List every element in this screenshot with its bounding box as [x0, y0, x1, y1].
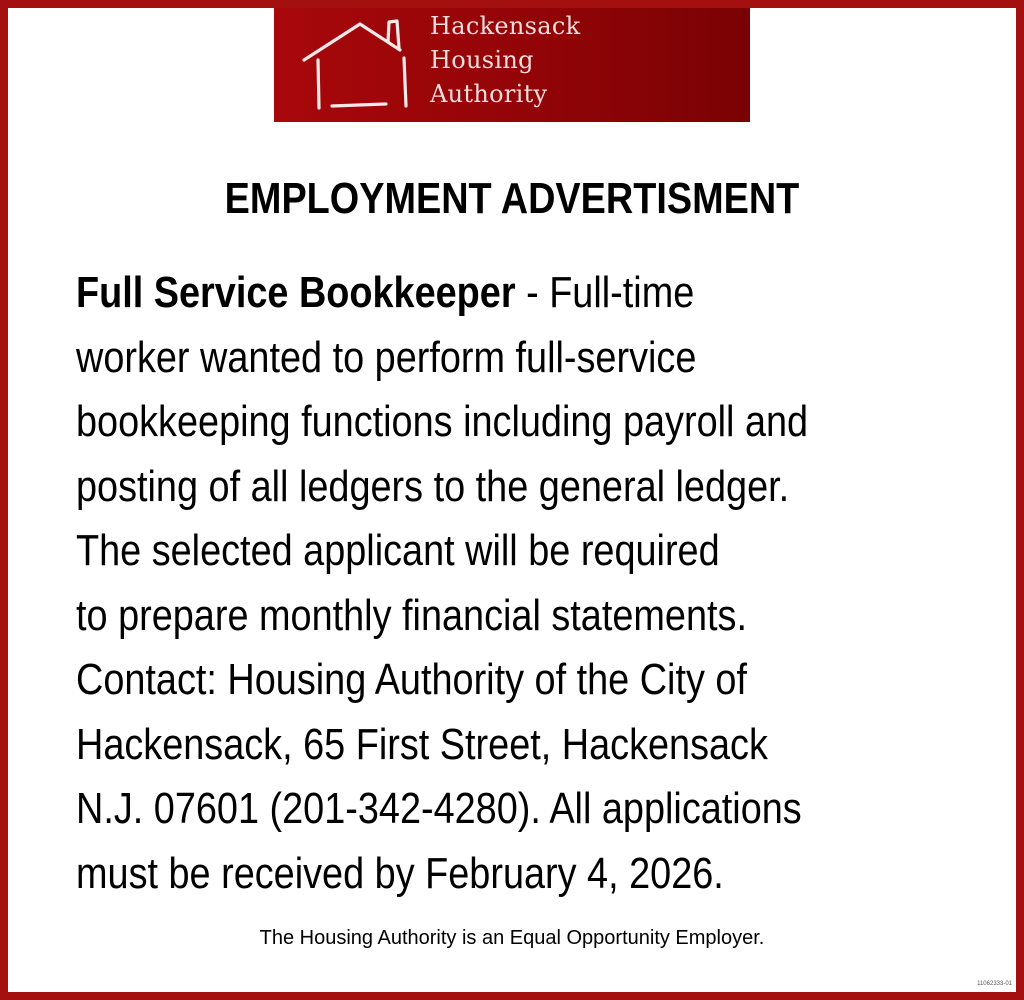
description-line: posting of all ledgers to the general ledger. — [76, 461, 790, 511]
deadline-line: must be received by February 4, 2026. — [76, 848, 724, 898]
contact-line: N.J. 07601 (201-342-4280). All applications — [76, 784, 802, 833]
logo-line: Hackensack — [430, 12, 581, 40]
description-line: worker wanted to perform full-service — [76, 332, 697, 382]
job-title-line — [76, 261, 833, 326]
job-description — [76, 261, 833, 906]
logo-wordmark — [430, 9, 581, 111]
headline: EMPLOYMENT ADVERTISMENT — [224, 174, 800, 223]
job-title-suffix: - Full-time — [515, 268, 695, 317]
house-outline-icon — [296, 14, 420, 118]
description-line: The selected applicant will be required — [76, 526, 720, 575]
logo-banner — [274, 8, 750, 122]
contact-line: Contact: Housing Authority of the City of — [76, 655, 747, 704]
logo-line: Authority — [430, 80, 548, 108]
ad-number: 11062333-01 — [977, 981, 1012, 987]
equal-opportunity-note: The Housing Authority is an Equal Opportunity Employer. — [259, 927, 765, 949]
contact-line: Hackensack, 65 First Street, Hackensack — [76, 719, 768, 769]
job-title: Full Service Bookkeeper — [76, 268, 516, 317]
logo-line: Housing — [430, 46, 534, 74]
description-line: to prepare monthly financial statements. — [76, 590, 747, 640]
description-line: bookkeeping functions including payroll and — [76, 397, 809, 446]
